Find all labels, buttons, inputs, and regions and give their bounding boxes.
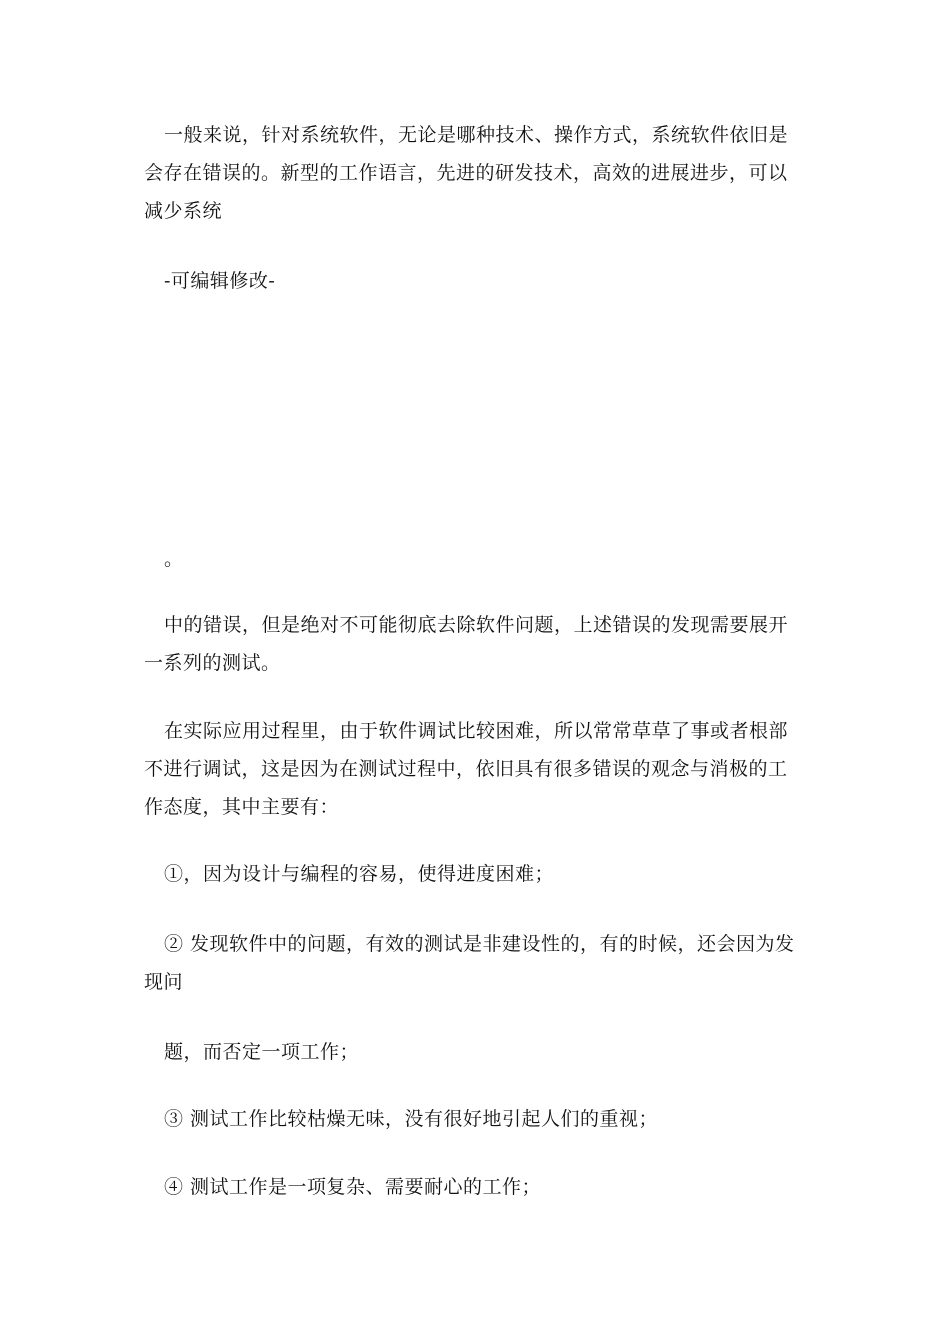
list-item-2: ② 发现软件中的问题，有效的测试是非建设性的，有的时候，还会因为发现问 <box>144 933 795 993</box>
paragraph-practice: 在实际应用过程里，由于软件调试比较困难，所以常常草草了事或者根部不进行调试，这是因为在测试过程中，依旧具有很多错误的观念与消极的工作态度，其中主要有： <box>144 720 789 818</box>
list-item-2-continued: 题，而否定一项工作； <box>164 1041 360 1063</box>
editable-notice: -可编辑修改- <box>164 270 276 292</box>
list-item-1: ①，因为设计与编程的容易，使得进度困难； <box>164 863 555 885</box>
list-item-3: ③ 测试工作比较枯燥无味，没有很好地引起人们的重视； <box>164 1108 659 1130</box>
period-mark: 。 <box>164 548 184 570</box>
paragraph-errors: 中的错误，但是绝对不可能彻底去除软件问题，上述错误的发现需要展开一系列的测试。 <box>144 614 789 674</box>
paragraph-intro: 一般来说，针对系统软件，无论是哪种技术、操作方式，系统软件依旧是会存在错误的。新型的工作语言，先进的研发技术，高效的进展进步，可以减少系统 <box>144 124 789 222</box>
list-item-4: ④ 测试工作是一项复杂、需要耐心的工作； <box>164 1176 542 1198</box>
